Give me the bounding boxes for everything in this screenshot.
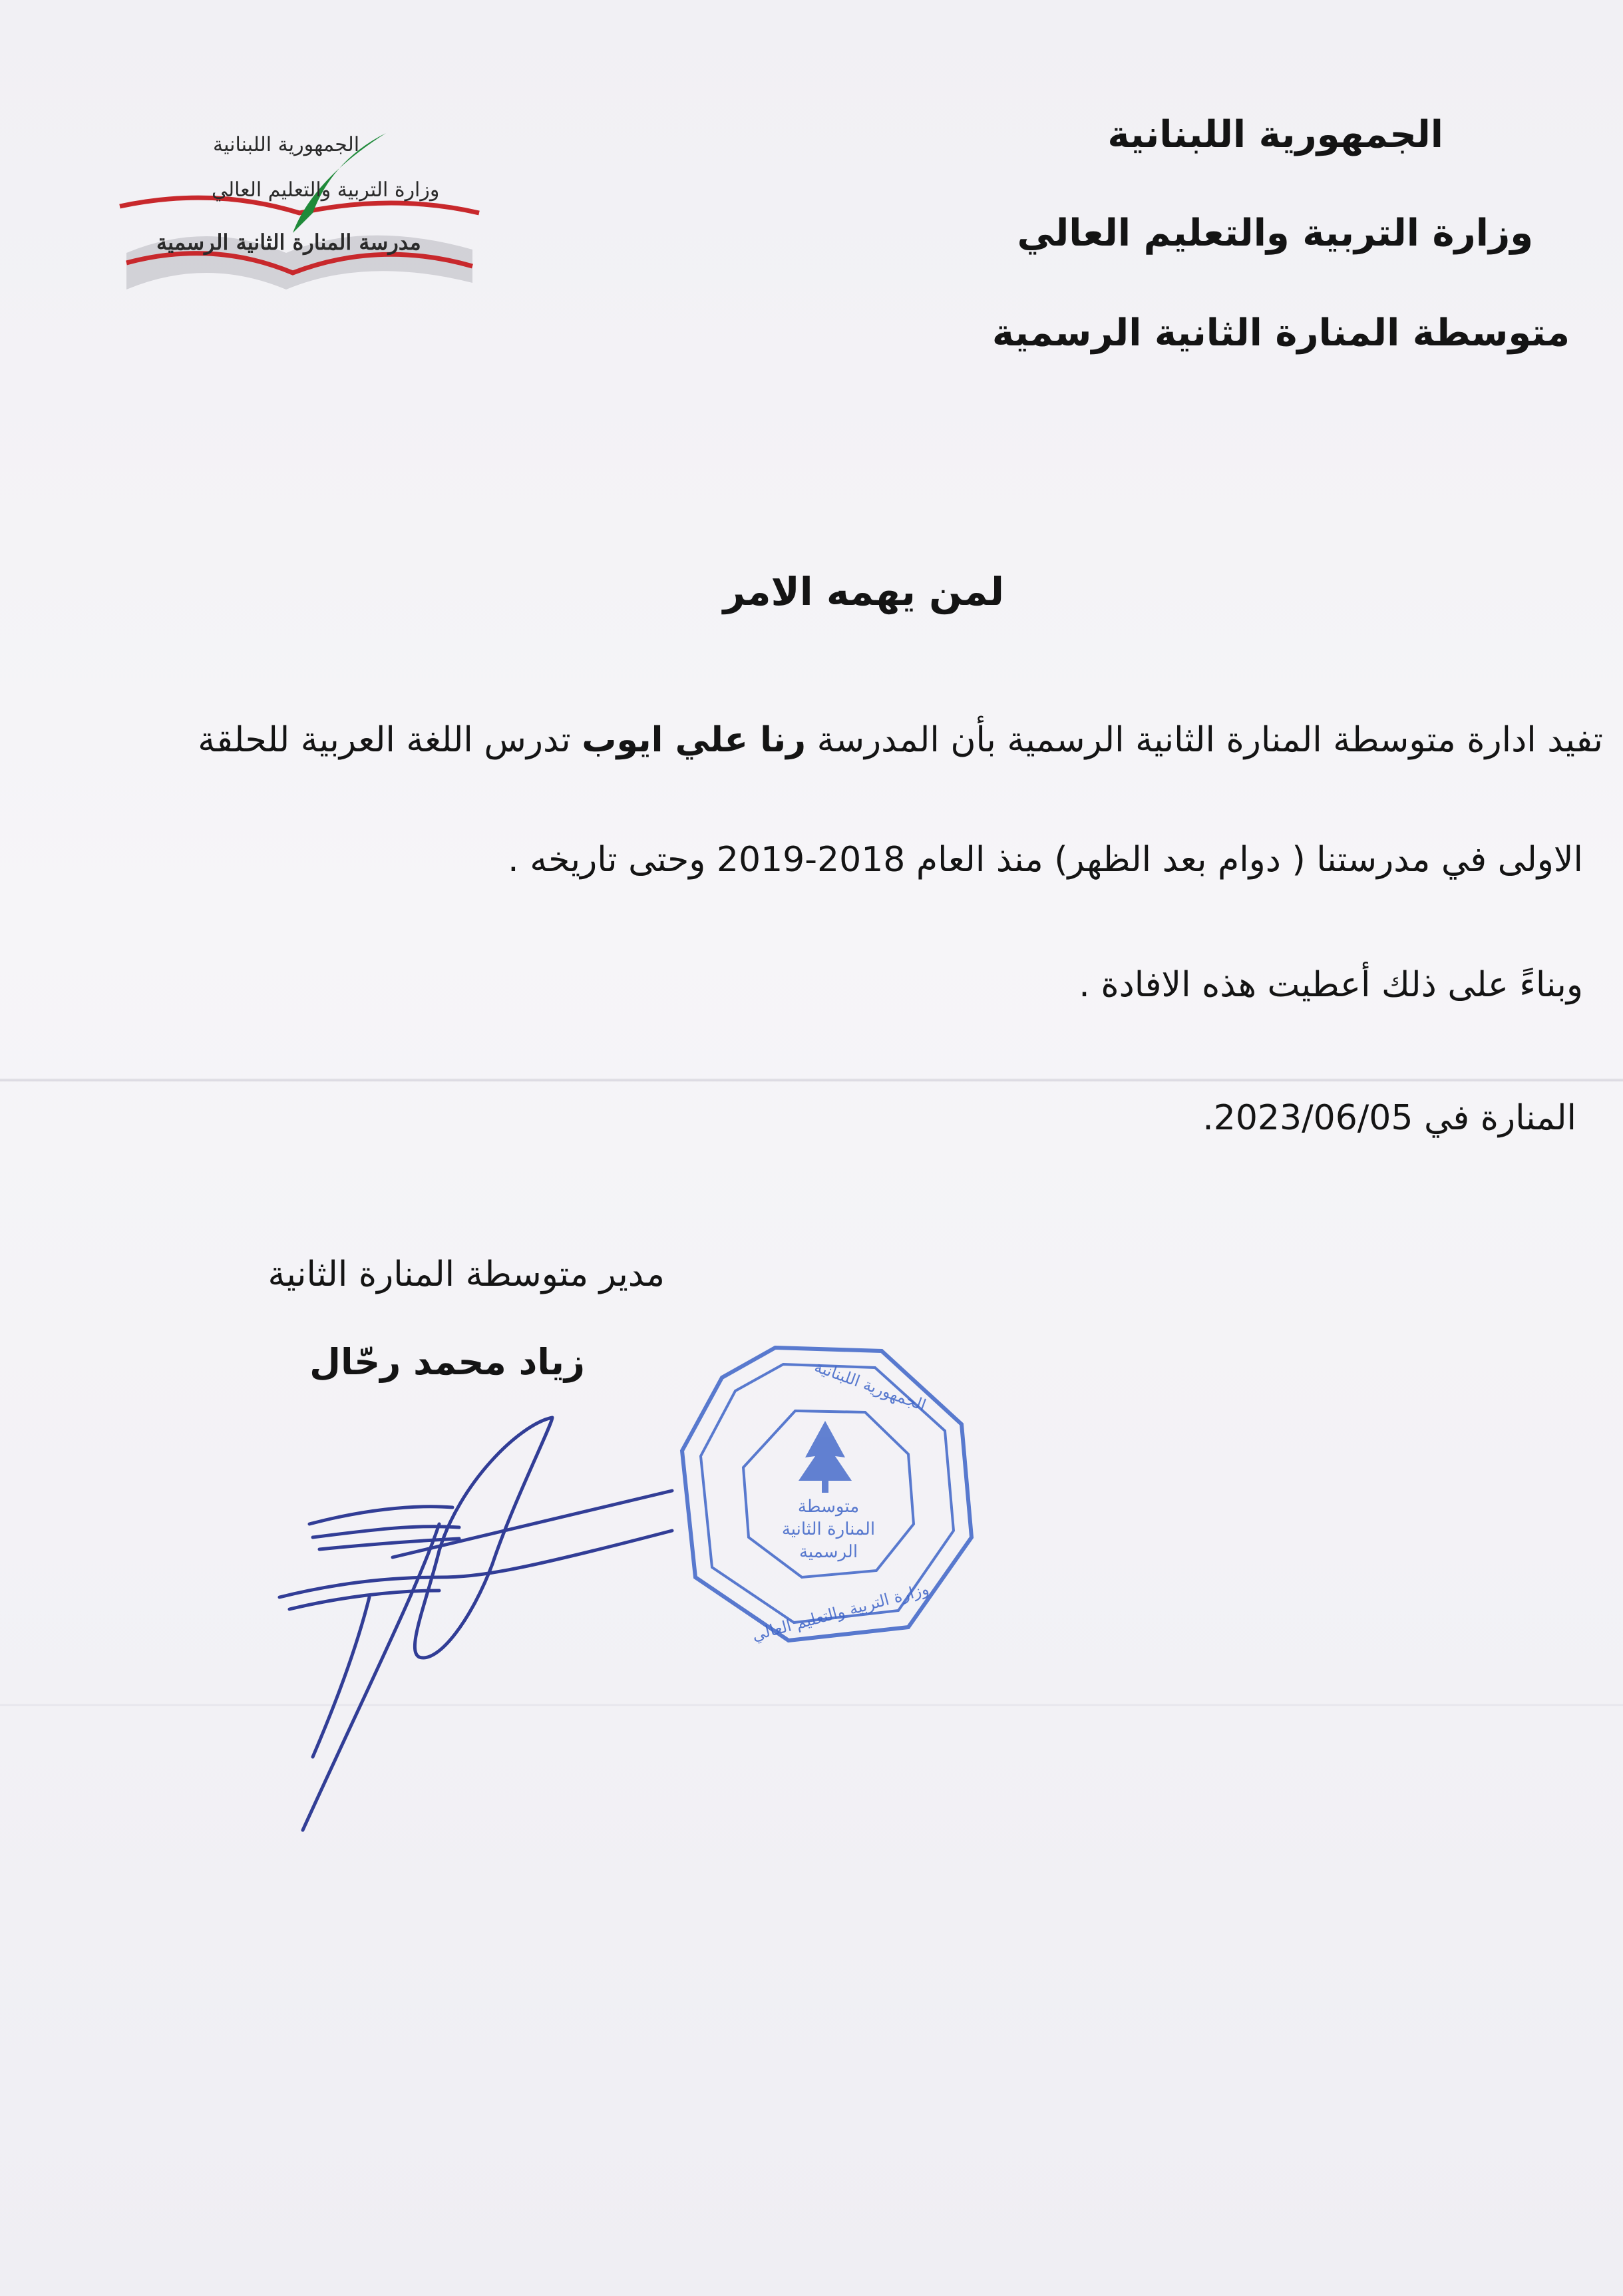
header-republic: الجمهورية اللبنانية [1107,113,1443,156]
stamp-outer-top: الجمهورية اللبنانية [812,1357,929,1415]
signatory-role: مدير متوسطة المنارة الثانية [268,1254,665,1294]
date-line: المنارة في 2023/06/05. [1202,1098,1576,1138]
logo-line-republic: الجمهورية اللبنانية [213,133,360,156]
logo-line-school: مدرسة المنارة الثانية الرسمية [156,230,421,255]
body-line-1-start: تفيد ادارة متوسطة المنارة الثانية الرسمية بأن المدرسة [806,720,1603,760]
body-line-1 [198,720,1603,760]
letter-subject: لمن يهمه الامر [723,569,1004,614]
stamp-outer-bottom: وزارة التربية والتعليم العالي [750,1579,931,1645]
signatory-name: زياد محمد رحّال [309,1341,585,1383]
body-line-3: وبناءً على ذلك أعطيت هذه الافادة . [1079,965,1583,1005]
body-line-2: الاولى في مدرستنا ( دوام بعد الظهر) منذ العام 2018-2019 وحتى تاريخه . [508,840,1583,880]
stamp-inner-1: متوسطة [797,1497,860,1517]
handwritten-signature-icon [240,1398,705,1837]
header-school: متوسطة المنارة الثانية الرسمية [992,311,1570,355]
stamp-inner-3: الرسمية [799,1542,858,1562]
official-stamp-icon [669,1338,982,1650]
paper-fold-line [0,1078,1623,1082]
stamp-inner-2: المنارة الثانية [781,1519,876,1539]
logo-line-ministry: وزارة التربية والتعليم العالي [212,178,440,202]
body-line-1-end: تدرس اللغة العربية للحلقة [198,720,582,760]
header-ministry: وزارة التربية والتعليم العالي [1017,212,1533,255]
teacher-name: رنا علي ايوب [582,720,807,760]
